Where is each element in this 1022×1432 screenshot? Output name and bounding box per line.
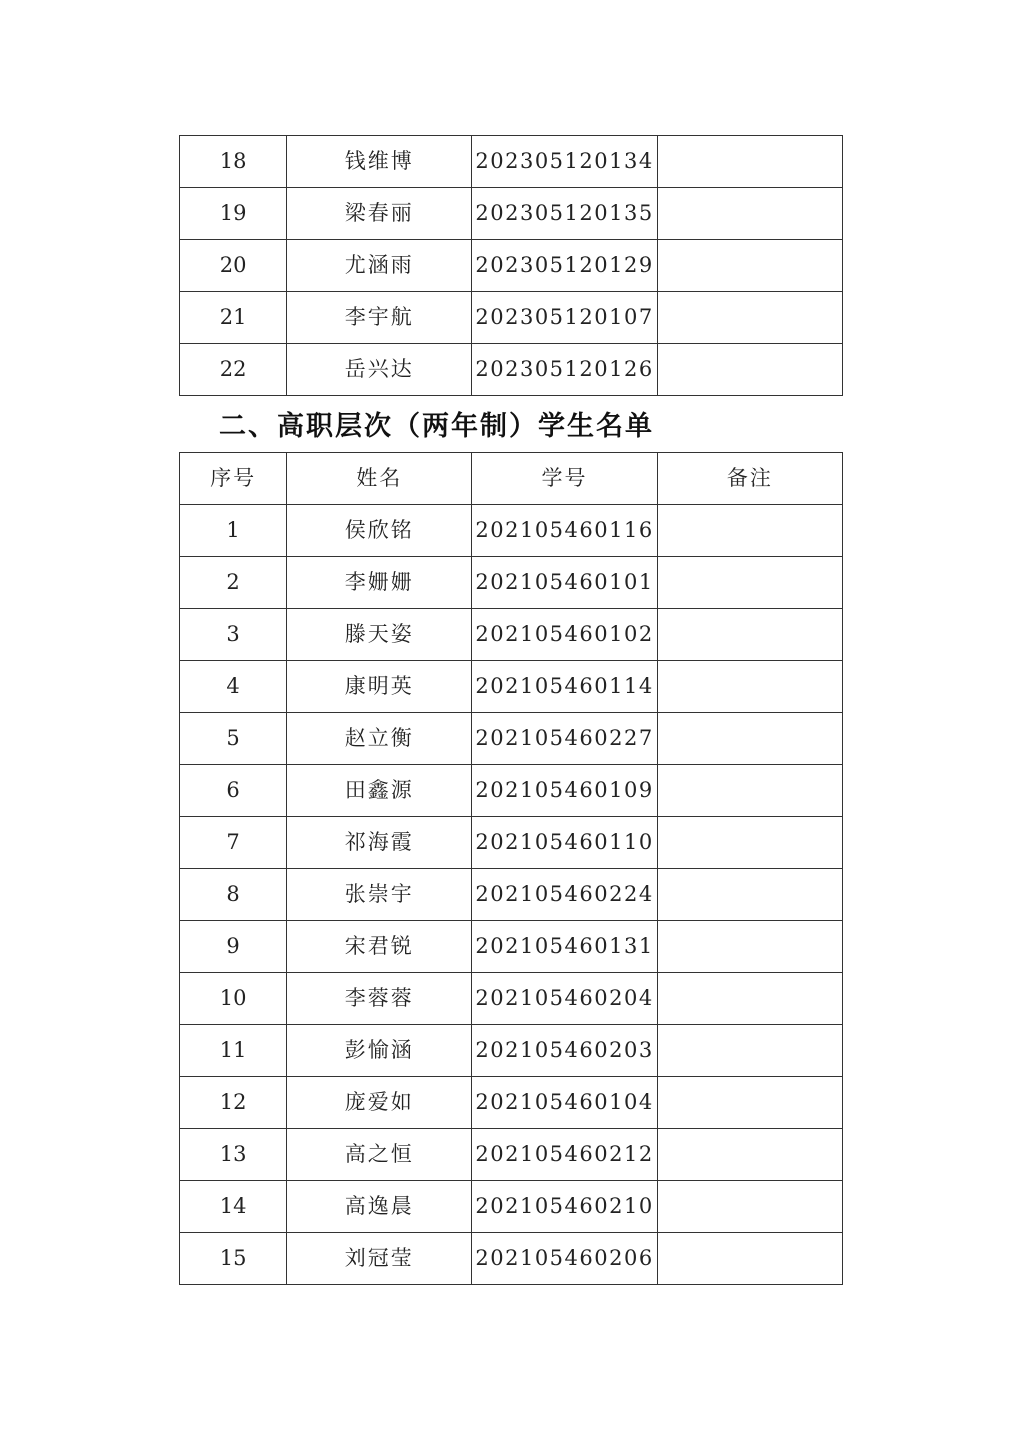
column-header-student-id: 学号 xyxy=(472,453,657,505)
remark-cell xyxy=(657,869,842,921)
student-id: 202105460114 xyxy=(472,661,657,713)
row-number: 11 xyxy=(180,1025,287,1077)
remark-cell xyxy=(657,505,842,557)
student-id: 202305120129 xyxy=(472,240,657,292)
table-row xyxy=(180,240,843,292)
row-number: 20 xyxy=(180,240,287,292)
row-number: 13 xyxy=(180,1129,287,1181)
student-name: 宋君锐 xyxy=(287,921,472,973)
remark-cell xyxy=(657,188,842,240)
table-row xyxy=(180,557,843,609)
student-id: 202305120107 xyxy=(472,292,657,344)
student-id: 202105460227 xyxy=(472,713,657,765)
table-row xyxy=(180,973,843,1025)
student-name: 彭愉涵 xyxy=(287,1025,472,1077)
row-number: 15 xyxy=(180,1233,287,1285)
row-number: 1 xyxy=(180,505,287,557)
row-number: 22 xyxy=(180,344,287,396)
student-name: 李宇航 xyxy=(287,292,472,344)
student-id: 202105460203 xyxy=(472,1025,657,1077)
student-id: 202105460104 xyxy=(472,1077,657,1129)
student-id: 202105460109 xyxy=(472,765,657,817)
remark-cell xyxy=(657,765,842,817)
student-name: 高之恒 xyxy=(287,1129,472,1181)
table-row xyxy=(180,1077,843,1129)
student-name: 李蓉蓉 xyxy=(287,973,472,1025)
student-id: 202105460204 xyxy=(472,973,657,1025)
student-name: 刘冠莹 xyxy=(287,1233,472,1285)
student-id: 202305120135 xyxy=(472,188,657,240)
table-row xyxy=(180,292,843,344)
student-name: 滕天姿 xyxy=(287,609,472,661)
student-name: 祁海霞 xyxy=(287,817,472,869)
student-id: 202105460102 xyxy=(472,609,657,661)
student-name: 尤涵雨 xyxy=(287,240,472,292)
row-number: 5 xyxy=(180,713,287,765)
row-number: 10 xyxy=(180,973,287,1025)
row-number: 21 xyxy=(180,292,287,344)
row-number: 2 xyxy=(180,557,287,609)
student-name: 庞爱如 xyxy=(287,1077,472,1129)
student-name: 康明英 xyxy=(287,661,472,713)
student-id: 202105460212 xyxy=(472,1129,657,1181)
remark-cell xyxy=(657,292,842,344)
row-number: 19 xyxy=(180,188,287,240)
student-id: 202305120134 xyxy=(472,136,657,188)
student-name: 高逸晨 xyxy=(287,1181,472,1233)
remark-cell xyxy=(657,609,842,661)
student-name: 田鑫源 xyxy=(287,765,472,817)
remark-cell xyxy=(657,557,842,609)
student-id: 202105460116 xyxy=(472,505,657,557)
remark-cell xyxy=(657,1129,842,1181)
row-number: 14 xyxy=(180,1181,287,1233)
student-id: 202105460224 xyxy=(472,869,657,921)
section-heading: 二、高职层次（两年制）学生名单 xyxy=(219,411,654,442)
student-id: 202305120126 xyxy=(472,344,657,396)
student-table-two-year xyxy=(179,452,843,1285)
student-id: 202105460110 xyxy=(472,817,657,869)
remark-cell xyxy=(657,973,842,1025)
table-row xyxy=(180,1181,843,1233)
table-row xyxy=(180,765,843,817)
student-name: 岳兴达 xyxy=(287,344,472,396)
remark-cell xyxy=(657,661,842,713)
student-name: 钱维博 xyxy=(287,136,472,188)
remark-cell xyxy=(657,1233,842,1285)
column-header-remark: 备注 xyxy=(657,453,842,505)
table-row xyxy=(180,1233,843,1285)
row-number: 8 xyxy=(180,869,287,921)
remark-cell xyxy=(657,1077,842,1129)
remark-cell xyxy=(657,713,842,765)
student-id: 202105460131 xyxy=(472,921,657,973)
student-table-continued xyxy=(179,135,843,396)
remark-cell xyxy=(657,817,842,869)
table-header-row xyxy=(180,453,843,505)
table-row xyxy=(180,505,843,557)
student-name: 张崇宇 xyxy=(287,869,472,921)
remark-cell xyxy=(657,136,842,188)
student-name: 李姗姗 xyxy=(287,557,472,609)
student-name: 赵立衡 xyxy=(287,713,472,765)
student-name: 梁春丽 xyxy=(287,188,472,240)
table-row xyxy=(180,869,843,921)
column-header-number: 序号 xyxy=(180,453,287,505)
row-number: 9 xyxy=(180,921,287,973)
table-row xyxy=(180,1129,843,1181)
row-number: 18 xyxy=(180,136,287,188)
row-number: 12 xyxy=(180,1077,287,1129)
remark-cell xyxy=(657,344,842,396)
row-number: 7 xyxy=(180,817,287,869)
table-row xyxy=(180,188,843,240)
remark-cell xyxy=(657,1025,842,1077)
table-row xyxy=(180,661,843,713)
table-row xyxy=(180,1025,843,1077)
table-row xyxy=(180,817,843,869)
student-id: 202105460210 xyxy=(472,1181,657,1233)
table-row xyxy=(180,609,843,661)
remark-cell xyxy=(657,1181,842,1233)
table-row xyxy=(180,136,843,188)
row-number: 3 xyxy=(180,609,287,661)
student-name: 侯欣铭 xyxy=(287,505,472,557)
column-header-name: 姓名 xyxy=(287,453,472,505)
remark-cell xyxy=(657,921,842,973)
remark-cell xyxy=(657,240,842,292)
table-row xyxy=(180,921,843,973)
table-row xyxy=(180,344,843,396)
student-id: 202105460101 xyxy=(472,557,657,609)
row-number: 4 xyxy=(180,661,287,713)
row-number: 6 xyxy=(180,765,287,817)
table-row xyxy=(180,713,843,765)
student-id: 202105460206 xyxy=(472,1233,657,1285)
